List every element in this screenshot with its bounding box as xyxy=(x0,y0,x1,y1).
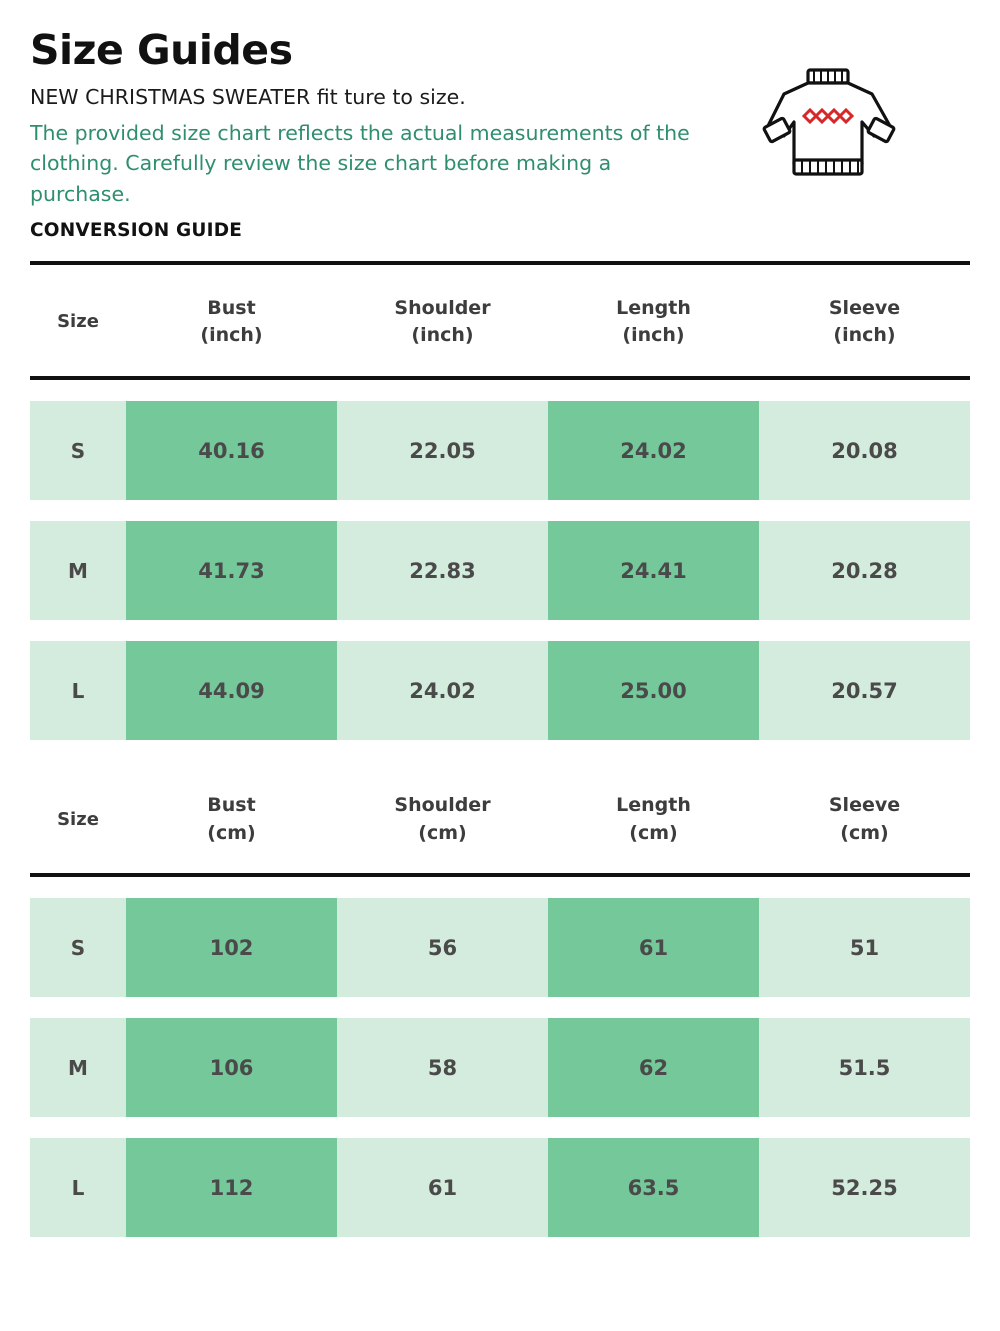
cell-bust: 44.09 xyxy=(126,641,337,740)
cell-length: 24.02 xyxy=(548,401,759,500)
column-header-size xyxy=(30,762,126,875)
page-header xyxy=(0,0,1000,265)
table-row xyxy=(30,401,970,500)
table-header-row xyxy=(30,265,970,378)
measurement-note: The provided size chart reflects the actual measurements of the clothing. Carefully review the size chart before making a purchase. xyxy=(30,120,690,207)
table-row xyxy=(30,641,970,740)
cell-length: 61 xyxy=(548,898,759,997)
fit-subtitle: NEW CHRISTMAS SWEATER fit ture to size. xyxy=(30,85,466,109)
column-header-sleeve-label: Sleeve xyxy=(828,296,901,319)
table-row xyxy=(30,1138,970,1237)
cell-size: S xyxy=(30,401,126,500)
column-header-sleeve-label: Sleeve xyxy=(828,794,901,817)
conversion-guide-label: CONVERSION GUIDE xyxy=(30,219,243,241)
table-header-row xyxy=(30,762,970,875)
column-header-shoulder-label: Shoulder xyxy=(394,296,491,319)
cell-bust: 106 xyxy=(126,1018,337,1117)
cell-shoulder: 58 xyxy=(337,1018,548,1117)
cell-shoulder: 24.02 xyxy=(337,641,548,740)
row-spacer xyxy=(30,500,970,521)
column-header-sleeve xyxy=(759,762,970,875)
column-header-length-unit: (inch) xyxy=(622,324,685,347)
cell-size: M xyxy=(30,1018,126,1117)
page-title: Size Guides xyxy=(30,26,293,74)
row-spacer xyxy=(30,1117,970,1138)
column-header-sleeve xyxy=(759,265,970,378)
cell-shoulder: 61 xyxy=(337,1138,548,1237)
column-header-sleeve-unit: (inch) xyxy=(833,324,896,347)
row-spacer xyxy=(30,620,970,641)
cell-sleeve: 20.28 xyxy=(759,521,970,620)
row-spacer xyxy=(30,875,970,898)
row-spacer-cell xyxy=(30,1117,970,1138)
cell-sleeve: 52.25 xyxy=(759,1138,970,1237)
column-header-size-label: Size xyxy=(57,808,99,830)
row-spacer xyxy=(30,997,970,1018)
cell-bust: 102 xyxy=(126,898,337,997)
sweater-icon xyxy=(754,64,904,184)
row-spacer-cell xyxy=(30,500,970,521)
column-header-size-label: Size xyxy=(57,311,99,333)
cell-size: M xyxy=(30,521,126,620)
column-header-bust-unit: (inch) xyxy=(200,324,263,347)
cell-shoulder: 22.83 xyxy=(337,521,548,620)
cell-length: 24.41 xyxy=(548,521,759,620)
cell-shoulder: 56 xyxy=(337,898,548,997)
column-header-bust-unit: (cm) xyxy=(207,821,256,844)
cell-size: L xyxy=(30,1138,126,1237)
tables-gap xyxy=(30,740,970,762)
row-spacer-cell xyxy=(30,997,970,1018)
cell-length: 62 xyxy=(548,1018,759,1117)
cell-sleeve: 20.57 xyxy=(759,641,970,740)
size-tables xyxy=(0,265,1000,1237)
table-row xyxy=(30,521,970,620)
column-header-bust-label: Bust xyxy=(207,794,256,817)
column-header-length-label: Length xyxy=(616,296,691,319)
size-table-inch xyxy=(30,265,970,740)
column-header-length xyxy=(548,265,759,378)
row-spacer xyxy=(30,378,970,401)
column-header-shoulder-unit: (inch) xyxy=(411,324,474,347)
cell-shoulder: 22.05 xyxy=(337,401,548,500)
row-spacer-cell xyxy=(30,620,970,641)
cell-size: S xyxy=(30,898,126,997)
column-header-bust xyxy=(126,265,337,378)
column-header-sleeve-unit: (cm) xyxy=(840,821,889,844)
column-header-shoulder xyxy=(337,762,548,875)
column-header-shoulder xyxy=(337,265,548,378)
cell-length: 63.5 xyxy=(548,1138,759,1237)
header-divider xyxy=(30,261,970,265)
column-header-bust xyxy=(126,762,337,875)
cell-size: L xyxy=(30,641,126,740)
column-header-length-unit: (cm) xyxy=(629,821,678,844)
cell-bust: 41.73 xyxy=(126,521,337,620)
cell-sleeve: 51 xyxy=(759,898,970,997)
cell-length: 25.00 xyxy=(548,641,759,740)
column-header-shoulder-label: Shoulder xyxy=(394,794,491,817)
row-spacer-cell xyxy=(30,378,970,401)
column-header-size xyxy=(30,265,126,378)
cell-sleeve: 20.08 xyxy=(759,401,970,500)
column-header-length xyxy=(548,762,759,875)
cell-bust: 40.16 xyxy=(126,401,337,500)
cell-bust: 112 xyxy=(126,1138,337,1237)
column-header-length-label: Length xyxy=(616,794,691,817)
table-row xyxy=(30,1018,970,1117)
column-header-bust-label: Bust xyxy=(207,296,256,319)
cell-sleeve: 51.5 xyxy=(759,1018,970,1117)
column-header-shoulder-unit: (cm) xyxy=(418,821,467,844)
row-spacer-cell xyxy=(30,875,970,898)
table-row xyxy=(30,898,970,997)
size-table-cm xyxy=(30,762,970,1237)
